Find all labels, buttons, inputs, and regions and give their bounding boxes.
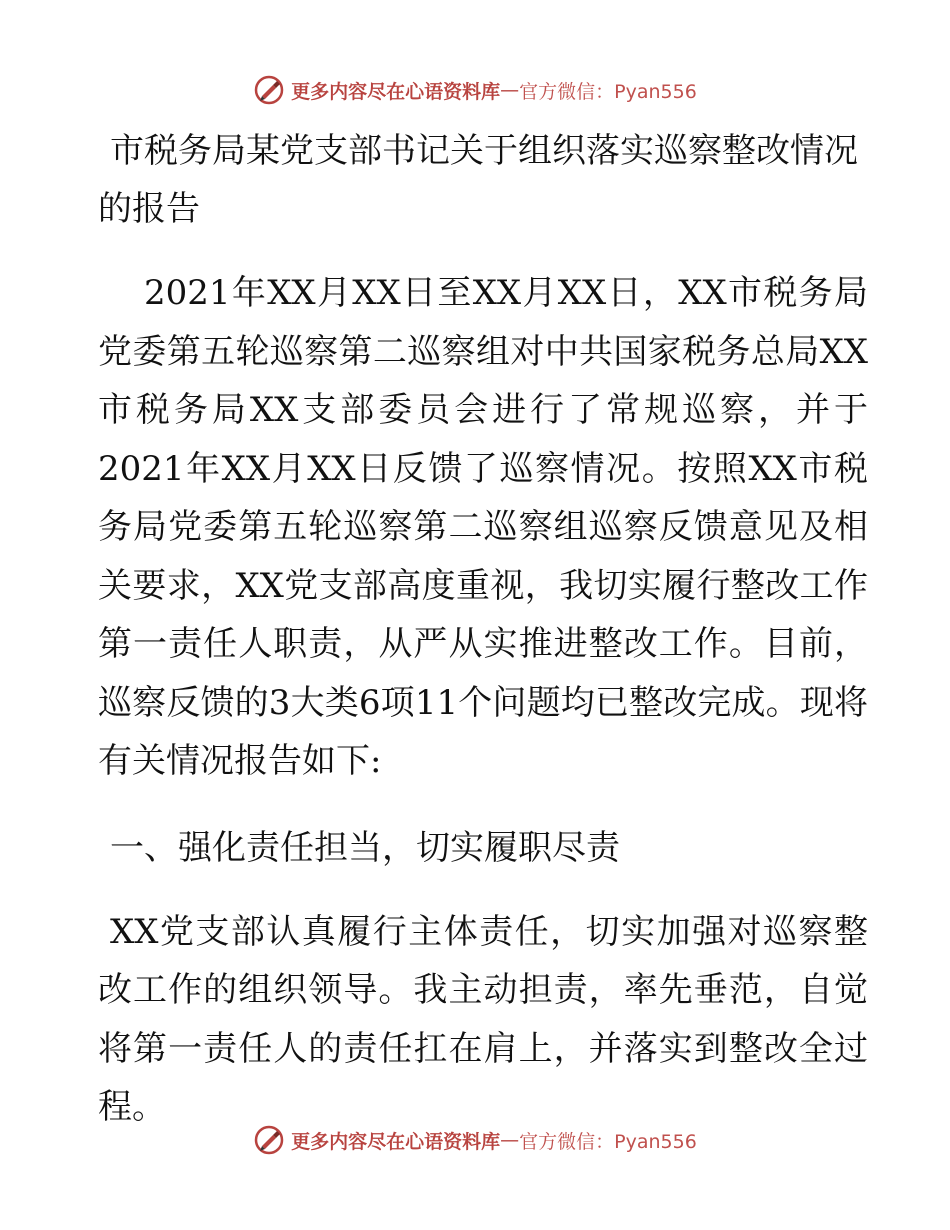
banner-contact-text: 官方微信：Pyan556 bbox=[519, 80, 697, 103]
banner-main-text: 更多内容尽在心语资料库 bbox=[291, 80, 501, 103]
paragraph-section-1: XX党支部认真履行主体责任，切实加强对巡察整改工作的组织领导。我主动担责，率先垂范，自觉将第一责任人的责任扛在肩上，并落实到整改全过程。 bbox=[98, 911, 868, 1127]
document-title: 市税务局某党支部书记关于组织落实巡察整改情况的报告 bbox=[98, 131, 858, 229]
document-body bbox=[98, 122, 868, 1137]
banner-main-text: 更多内容尽在心语资料库 bbox=[291, 1130, 501, 1153]
banner-dash: — bbox=[500, 79, 520, 101]
banner-contact-text: 官方微信：Pyan556 bbox=[519, 1130, 697, 1153]
footer-watermark-banner bbox=[0, 1120, 950, 1160]
pen-logo-icon bbox=[253, 1124, 285, 1156]
paragraph-intro: 2021年XX月XX日至XX月XX日，XX市税务局党委第五轮巡察第二巡察组对中共国家税务总局XX市税务局XX支部委员会进行了常规巡察，并于2021年XX月XX日反馈了巡察情况。按照XX市税务局党委第五轮巡察第二巡察组巡察反馈意见及相关要求，XX党支部高度重视，我切实履行整改工作第一责任人职责，从严从实推进整改工作。目前，巡察反馈的3大类6项11个问题均已整改完成。现将有关情况报告如下: bbox=[98, 273, 868, 781]
banner-dash: — bbox=[500, 1129, 520, 1151]
header-watermark-banner bbox=[0, 70, 950, 110]
pen-logo-icon bbox=[253, 74, 285, 106]
section-heading-1: 一、强化责任担当，切实履职尽责 bbox=[110, 827, 620, 868]
